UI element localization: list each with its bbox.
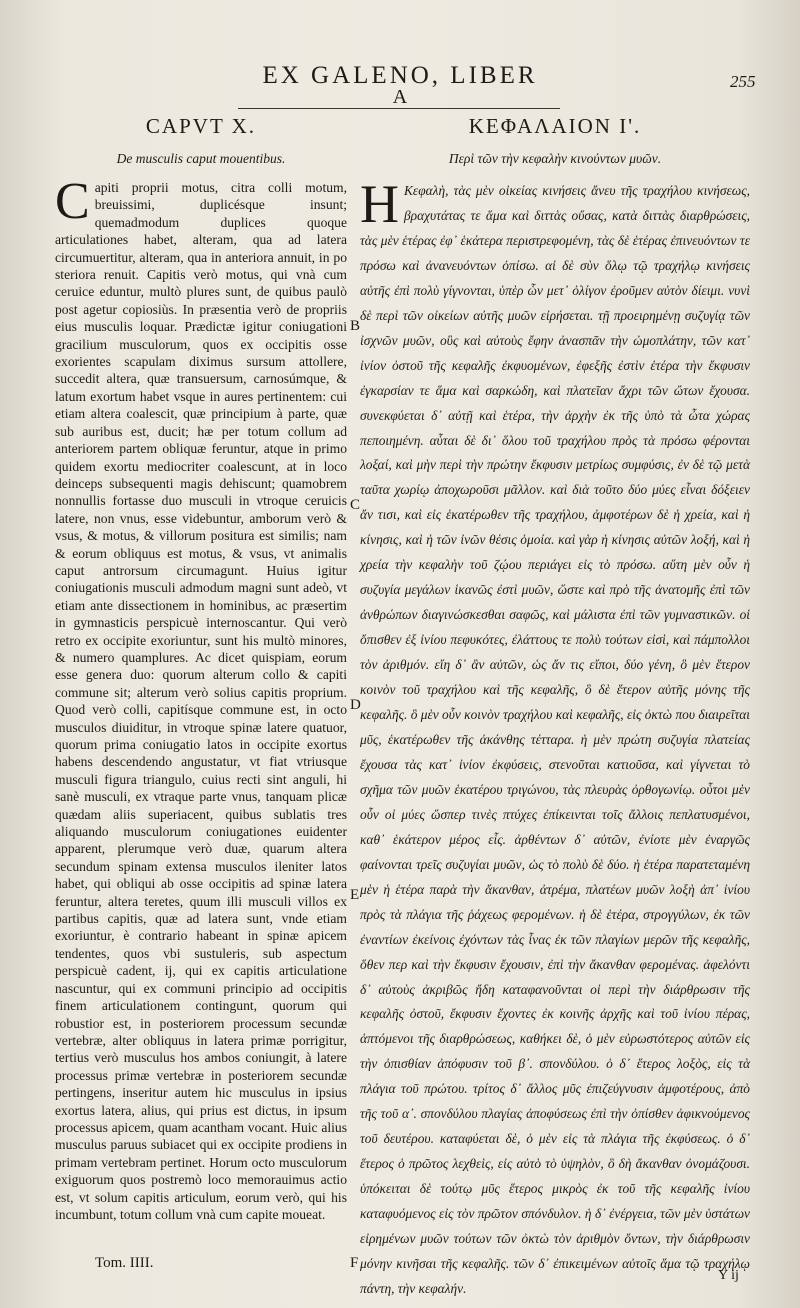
- greek-body-text: Κεφαλὴ, τὰς μὲν οἰκείας κινήσεις ἄνευ τῆς τραχήλου κινήσεως, βραχυτάτας τε ἅμα καὶ διττὰς οὔσας, κατὰ διττὰς διαρθρώσεις, τὰς μὲν ἑτέρας ἐφ᾽ ἑκάτερα περιστρεφομένη, τὰς δὲ ἑτέρας ἐπινευόντων τε πρόσω καὶ ἀνανευόντων ὀπίσω. αἱ δὲ σὺν ὅλῳ τῷ τραχήλῳ κινήσεις αὐτῆς ἐπὶ πολὺ γίγνονται, ὑπὲρ ὧν μετ᾽ ὀλίγον ἐροῦμεν αὐτὸν δίειμι. νυνὶ δὲ περὶ τῶν οἰκείων αὐτῆς μυῶν εἰρήσεται. τῇ προειρημένῃ συζυγίᾳ τῶν ἰσχνῶν μυῶν, οὓς καὶ αὐτοὺς ἔφην ἀνασπᾶν τὴν ὠμοπλάτην, τῶν κατ᾽ ἰνίον ὀστοῦ τῆς κεφαλῆς ἐκφυομένων, ἐφεξῆς ἐστὶν ἑτέρα τὴν ἔκφυσιν ἐγκαρσίαν τε ἅμα καὶ σαρκώδη, καὶ πλατεῖαν ἄχρι τῶν ὤτων ἔχουσα. συνεκφύεται δ᾽ αὐτῇ καὶ ἑτέρα, τὴν ἀρχὴν ἐκ τῆς ὑπὸ τὰ ὦτα χώρας πεποιημένη. αὗται δὲ δι᾽ ὅλου τοῦ τραχήλου πρὸς τὰ πρόσω φέρονται λοξαί, καὶ μὴν περὶ τὴν πρώτην ἔκφυσιν μετρίως συμφύσις, ἐν δὲ τῷ μετὰ ταῦτα χωρίῳ ἀποχωροῦσι μᾶλλον. καὶ διὰ τοῦτο δύο μύες εἶναι δόξειεν ἄν τισι, καὶ εἰς ἑκατέρωθεν τῆς τραχήλου, ἀμφοτέρων δὲ ἡ χρεία, καὶ ἡ κίνησις, καὶ ἡ τῶν ἰνῶν θέσις ὁμοία. καὶ γὰρ ἡ κίνησις αὐτῶν λοξή, καὶ ἡ χρεία τὴν κεφαλὴν τοῦ ζῴου περιάγει εἰς τὸ πρόσω. αὕτη μὲν οὖν ἡ συζυγία μεγάλων ἱκανῶς ἐστὶ μυῶν, ὥστε καὶ πρὸ τῆς ἀνατομῆς ἐπὶ τῶν ἀνθρώπων διαγινώσκεσθαι σαφῶς, καὶ μάλιστα ἐπὶ τῶν γυμναστικῶν. οἱ ὄπισθεν ἐξ ἰνίου πεφυκότες, ἐλάττους τε πολὺ τούτων εἰσὶ, καὶ πάμπολλοι τὸν ἀριθμόν. εἴη δ᾽ ἂν αὐτῶν, ὡς ἄν τις εἴποι, δύο γένη, ὃ μὲν ἕτερον κοινὸν τοῦ τραχήλου καὶ τῆς κεφαλῆς, ὃ δὲ ἕτερον αὐτῆς μόνης τῆς κεφαλῆς. ὃ μὲν οὖν κοινὸν τραχήλου καὶ κεφαλῆς, εἰς ὀκτὼ που διαιρεῖται μῦς, ἑκατέρωθεν τῆς ἀκάνθης τέτταρα. ἡ μὲν πρώτη συζυγία πλατείας ἔχουσα τὰς κατ᾽ ἰνίον ἐκφύσεις, στενοῦται κατιοῦσα, καὶ γίγνεται τὸ σχῆμα τῶν μυῶν ἑκατέρου τριγώνου, τὰς πλευρὰς ὀρθογωνίῳ. οὗτοι μὲν οὖν οἱ μύες ὥσπερ τινὲς πτύχες ἐπίκεινται τοῖς ἄλλοις πεπλατυσμένοι, καθ᾽ ἑκάτερον μέρος εἷς. ἀρθέντων δ᾽ αὐτῶν, ἐνίοτε μὲν ἐναργῶς φαίνονται τρεῖς συζυγίαι μυῶν, ὡς τὸ πολὺ δὲ δύο. ἡ ἑτέρα παρατεταμένη μὲν ἡ ἑτέρα παρὰ τὴν ἄκανθαν, ἀτρέμα, πλατέων μυῶν λοξὴ ἀπ᾽ ἰνίου πρὸς τὰ πλάγια τῆς ῥάχεως φερομένων. ἡ δὲ ἑτέρα, στρογγύλων, ἐκ τῶν ἐναντίων ἐκείνοις ἐχόντων τὰς ἶνας ἐκ τῶν πλαγίων μερῶν τῆς κεφαλῆς, ὅθεν περ καὶ τὴν ἔκφυσιν ἔχουσιν, ἐπὶ τὴν ἄκανθαν φερομένας. ἀφελόντι δ᾽ αὐτοὺς ἀκριβῶς ἤδη καταφανοῦνται οἱ περὶ τὴν διάρθρωσιν τῆς κεφαλῆς ὀστοῦ, ἔκφυσιν ἔχοντες ἐκ κοινῆς ἀρχῆς καὶ τοῦ ἰνίου πέρας, ἁπτόμενοι τῆς διαρθρώσεως, καθήκει δὲ, ὁ μὲν εὐρωστότερος αὐτῶν εἰς τὴν ὀπισθίαν ἀπόφυσιν τοῦ β᾽. σπονδύλου. ὁ δ᾽ ἕτερος λοξὸς, εἰς τὰ πλάγια τοῦ πρώτου. τρίτος δ᾽ ἄλλος μῦς ἐπιζεύγνυσιν ἀμφοτέρους, ἀπὸ τῆς τοῦ α᾽. σπονδύλου πλαγίας ἀποφύσεως ἐπὶ τὴν ὀπίσθεν ἀφικνούμενος τοῦ δευτέρου. καταφύεται δὲ, ὁ μὲν εἰς τὰ πλάγια τῆς ἐκφύσεως. ὁ δ᾽ ἕτερος ὁ πρῶτος λεχθεὶς, εἰς αὐτὸ τὸ ὑψηλὸν, ὃ δὴ ἄκανθαν ὀνομάζουσι. ὑπόκειται δὲ τούτῳ μῦς ἕτερος μικρὸς ἐκ τοῦ τῆς κεφαλῆς ἰνίου καταφυόμενος εἰς τὸν πρῶτον σπόνδυλον. ἡ δ᾽ ἐνέργεια, τῶν μὲν ὑστάτων εἰρημένων μυῶν τούτων τῶν ὀκτὼ τὸν ἀριθμὸν ὄντων, τὴν διάρθρωσιν μόνην κινῆσαι τῆς κεφαλῆς. τῶν δ᾽ ἐπικειμένων αὐτοῖς ἅμα τῷ τραχήλῳ πάντη, τὴν κεφαλήν.: [360, 183, 751, 1296]
- signature-mark: Y ij: [718, 1268, 739, 1283]
- latin-chapter-heading: CAPVT X.: [145, 114, 257, 138]
- greek-chapter-heading: ΚΕΦΑΛΑΙΟΝ Ι'.: [468, 114, 642, 138]
- latin-column: [55, 108, 347, 1223]
- volume-footer: Tom. IIII.: [95, 1255, 154, 1271]
- margin-letter-e: E: [350, 887, 360, 903]
- running-head: EX GALENO, LIBER: [262, 62, 538, 89]
- margin-letter-d: D: [350, 697, 361, 713]
- margin-letter-f: F: [350, 1255, 359, 1271]
- latin-subtitle: De musculis caput mouentibus.: [116, 151, 286, 166]
- page-number: 255: [730, 72, 756, 91]
- section-letter-top: A: [392, 86, 408, 108]
- greek-subtitle: Περὶ τῶν τὴν κεφαλὴν κινούντων μυῶν.: [448, 151, 662, 166]
- greek-column: [360, 108, 750, 1302]
- greek-drop-cap: Η: [360, 174, 399, 234]
- greek-body: [360, 174, 751, 1302]
- latin-body-text: apiti proprii motus, citra colli motum, breuissimi, duplicésque insunt; quemadmodum duplices quoque articulationes habet, alteram, qua ad latera circumuertitur, alteram, qua in anteriora annuit, in po steriora renuit. Capitis verò motus, qui vnà cum ceruice eduntur, multò plures sunt, de quibus paulò post agetur copiosiùs. In præsentia verò de propriis eius musculis loquar. Prædictæ igitur coniugationi gracilium musculorum, quos ex occipitis osse exorientes scapulam diximus sursum attollere, succedit altera, quæ transuersum, carnosúmque, & latum exortum habet vsque in aures pertinentem: cui etiam altera coalescit, quæ principium à parte, quæ sub auribus est, ducit; hæ per totum collum ad anteriorem partem obliquæ feruntur, atque in primo quidem exortu mediocriter coalescunt, at in loco deinceps subsequenti magis dehiscunt; quamobrem nonnullis fortasse duo musculi in vtroque ceruicis latere, non vnus, esse videbuntur, amborum verò & vsus, & motus, & villorum positura est similis; nam & eorum obliquus est motus, & vsus, vt animalis caput antrorsum circumagunt. Huius igitur coniugationis musculi admodum magni sunt adeò, vt etiam ante dissectionem in hominibus, ac præsertim in gymnasticis perspicuè internoscantur. Qui verò retro ex occipite exoriuntur, sunt his multò minores, & numero quamplures. Ac dicet quispiam, eorum esse genera duo: quorum alterum collo & capiti commune sit; alterum verò solius capitis proprium. Quod verò colli, capitísque commune est, in octo musculos diuiditur, in vtroque spinæ latere quatuor, quorum prima coniugatio latos in occipite exortus habens descendendo angustatur, vt fiat vtriusque musculi figura triangulo, cuius recti sint anguli, hi sanè musculi, ex vtraque parte vnus, tanquam plicæ quædam aliis superiacent, quibus sublatis tres aliquando musculorum coniugationes euidenter apparent, plerumque verò duæ, quarum altera secundum spinam extensa musculos ileniter latos habet, qui obliqui ab osse occipitis ad spinæ latera feruntur, altera teretes, quum illi musculi villos ex partibus capitis, quæ ad latera sunt, vnde etiam exoriuntur, è contrario habeant in spinæ apicem tendentes, quos vbi sustuleris, sub aspectum perspicuè cadent, ij, qui ex capitis articulatione nascuntur, qui ex communi principio ad occipitis finem articulationem contingunt, quorum qui robustior est, in posteriorem processum secundæ vertebræ, alter obliquus in latera primæ porrigitur, tertius verò musculus hos ambos coniungit, à latere processus primæ vertebræ in posteriorem secundæ pertingens, inseritur autem hic musculus in ipsius exortus latera, alius, qui prius est dictus, in ipsum processus apicem, quam acantham vocant. Huic alius musculus paruus subiacet qui ex occipite prodiens in primam vertebram pertinet. Horum octo musculorum exiguorum quos postremò loco memorauimus actio est, vt solum capitis articulum, eorum verò, qui his incumbunt, totum collum vnà cum capite moueat.: [55, 180, 347, 1222]
- latin-body: [55, 173, 347, 1223]
- margin-letter-b: B: [350, 318, 361, 334]
- margin-letter-c: C: [350, 497, 361, 513]
- latin-drop-cap: C: [55, 173, 90, 230]
